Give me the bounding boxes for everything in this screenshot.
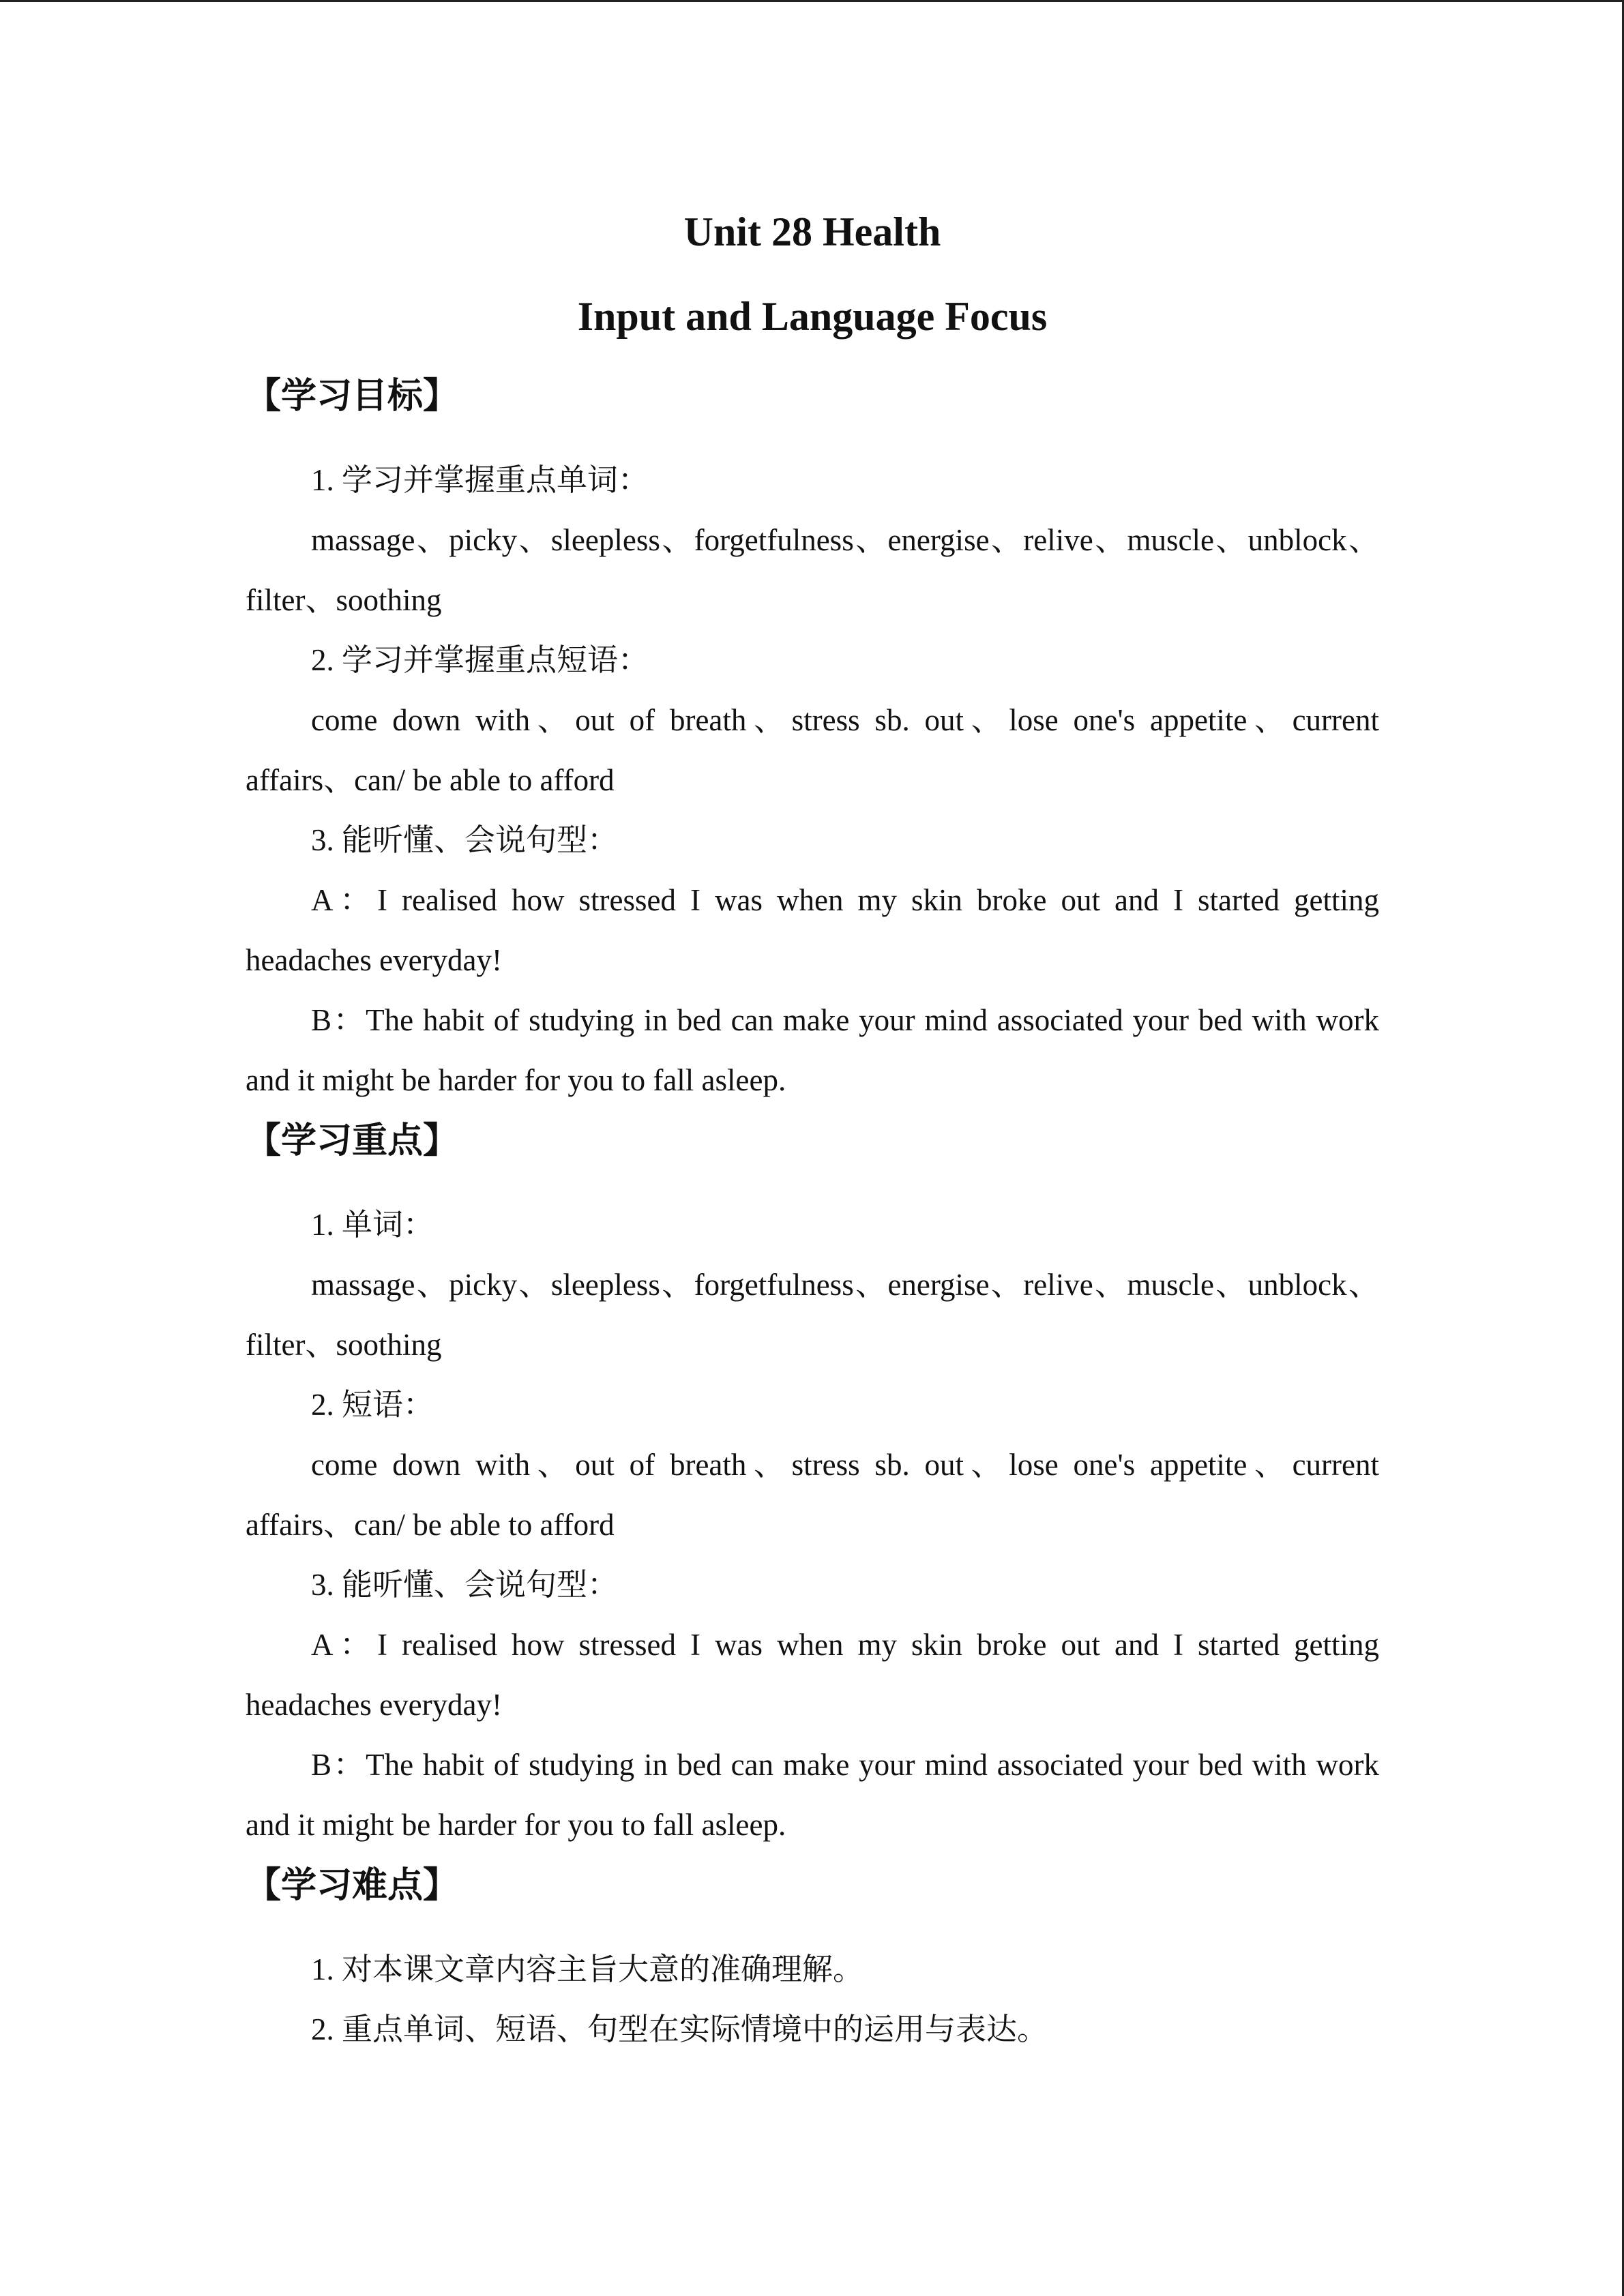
item-label: 3. 能听懂、会说句型： [311, 1568, 619, 1602]
document-body [246, 205, 1379, 2059]
item-label: 1. 单词： [311, 1208, 434, 1242]
section-difficulties [246, 1859, 1379, 2059]
item-label: 3. 能听懂、会说句型： [311, 823, 619, 857]
item-label: 2. 短语： [311, 1388, 434, 1422]
section-heading: 【学习目标】 [246, 377, 459, 416]
item-label: 2. 重点单词、短语、句型在实际情境中的运用与表达。 [311, 2012, 1048, 2046]
section-heading: 【学习重点】 [246, 1122, 459, 1161]
sentence-a: A：I realised how stressed I was when my skin broke out and I started getting headaches everyday! [246, 883, 1379, 977]
item-text: come down with、out of breath、stress sb. out、lose one's appetite、current affairs、can/ be able to afford [246, 703, 1379, 797]
item-label: 2. 学习并掌握重点短语： [311, 643, 649, 677]
page-top-border [0, 0, 1624, 2]
document-title: Unit 28 Health [683, 209, 941, 254]
item-text: massage、picky、sleepless、forgetfulness、energise、relive、muscle、unblock、filter、soothing [246, 1268, 1379, 1362]
sentence-b: B：The habit of studying in bed can make your mind associated your bed with work and it might be harder for you to fall asleep. [246, 1003, 1379, 1097]
item-label: 1. 对本课文章内容主旨大意的准确理解。 [311, 1952, 864, 1986]
sentence-b: B：The habit of studying in bed can make your mind associated your bed with work and it might be harder for you to fall asleep. [246, 1748, 1379, 1842]
document-subtitle: Input and Language Focus [577, 294, 1048, 339]
item-label: 1. 学习并掌握重点单词： [311, 463, 649, 497]
sentence-a: A：I realised how stressed I was when my skin broke out and I started getting headaches everyday! [246, 1628, 1379, 1722]
section-key-points [246, 1114, 1379, 1855]
section-learning-objectives [246, 370, 1379, 1110]
section-heading: 【学习难点】 [246, 1866, 459, 1905]
item-text: come down with、out of breath、stress sb. out、lose one's appetite、current affairs、can/ be able to afford [246, 1448, 1379, 1542]
item-text: massage、picky、sleepless、forgetfulness、energise、relive、muscle、unblock、filter、soothing [246, 523, 1379, 617]
